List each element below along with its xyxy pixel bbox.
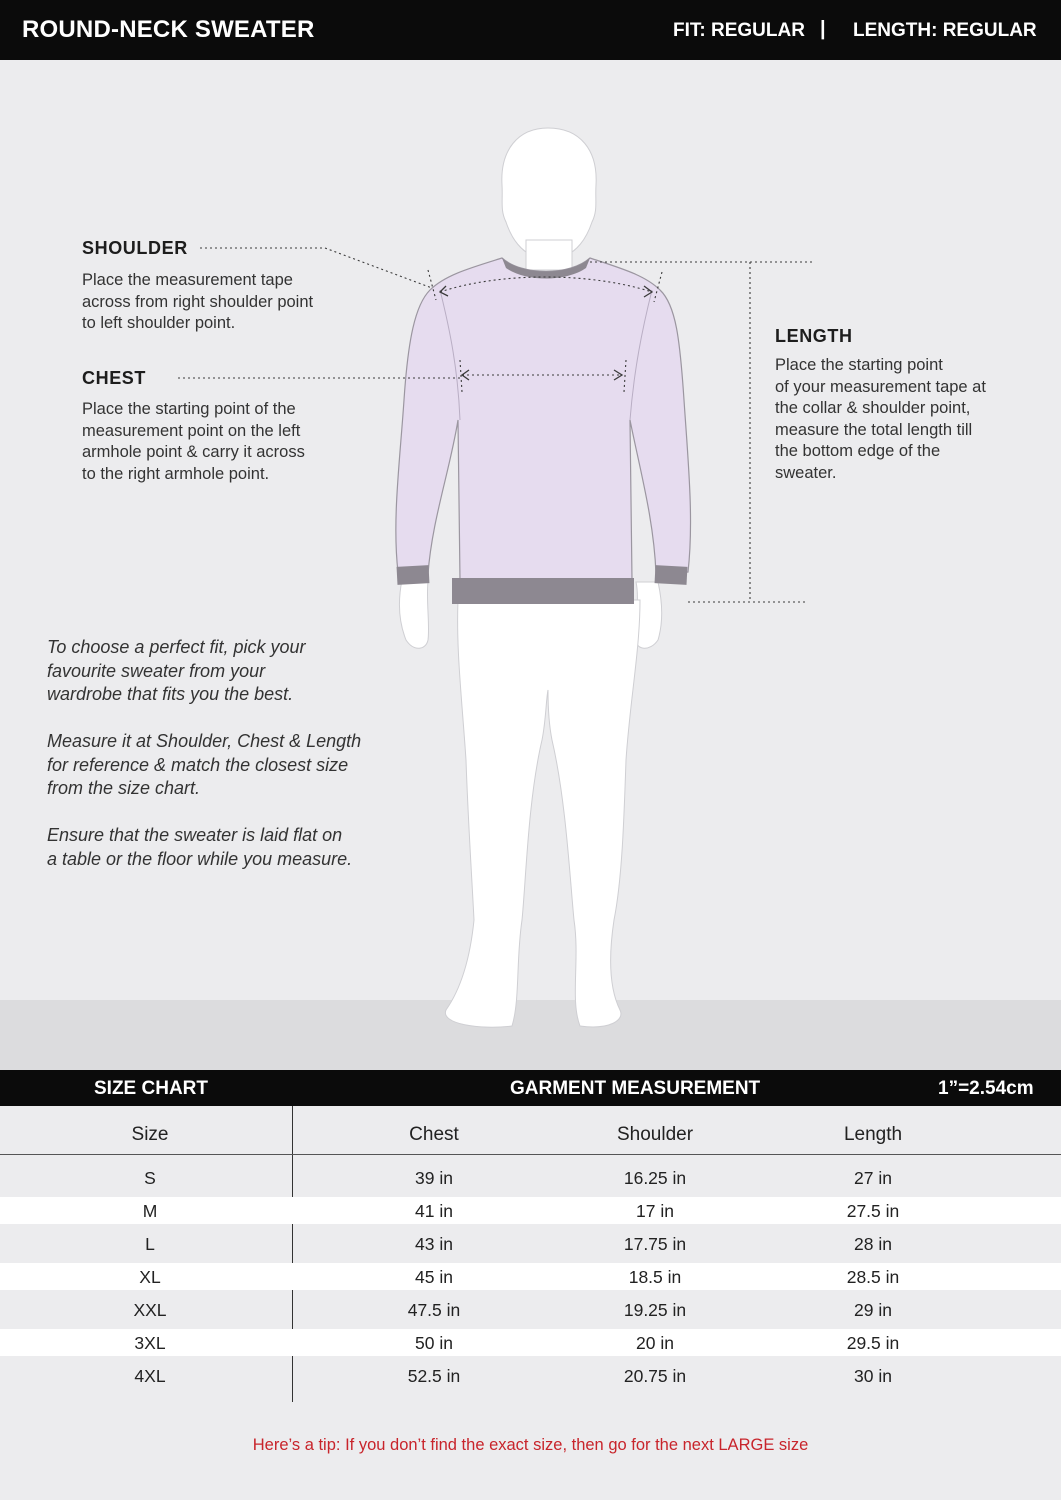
- shoulder-line: Place the measurement tape: [82, 271, 293, 289]
- shoulder-line: to left shoulder point.: [82, 314, 236, 332]
- column-header-shoulder: Shoulder: [616, 1124, 694, 1145]
- cell-chest: 45 in: [415, 1267, 453, 1287]
- size-chart-title: SIZE CHART: [94, 1078, 208, 1099]
- cell-size: L: [145, 1234, 155, 1254]
- cell-shoulder: 19.25 in: [623, 1300, 687, 1320]
- column-header-size: Size: [131, 1124, 169, 1145]
- product-title: ROUND-NECK SWEATER: [22, 16, 315, 43]
- cell-shoulder: 17 in: [636, 1201, 674, 1221]
- cell-length: 27 in: [854, 1168, 892, 1188]
- chest-heading: CHEST: [82, 368, 147, 388]
- cell-shoulder: 18.5 in: [628, 1267, 682, 1287]
- mannequin-figure: [0, 60, 1061, 1070]
- measurement-illustration: [0, 60, 1061, 1070]
- cell-shoulder: 20.75 in: [623, 1366, 687, 1386]
- length-line: of your measurement tape at: [775, 377, 986, 396]
- length-line: sweater.: [775, 463, 837, 482]
- table-row: [0, 1329, 1061, 1356]
- cell-chest: 41 in: [415, 1201, 453, 1221]
- cell-chest: 43 in: [415, 1234, 453, 1254]
- length-line: Place the starting point: [775, 356, 943, 374]
- header-bar: [0, 0, 1061, 60]
- shoulder-line: across from right shoulder point: [82, 292, 314, 311]
- table-row: [0, 1164, 1061, 1191]
- cell-chest: 50 in: [415, 1333, 453, 1353]
- size-tip: Here’s a tip: If you don’t find the exact size, then go for the next LARGE size: [252, 1436, 809, 1454]
- cell-chest: 47.5 in: [407, 1300, 461, 1320]
- cell-chest: 39 in: [415, 1168, 453, 1188]
- tip-line: Ensure that the sweater is laid flat on: [47, 825, 343, 845]
- measure-tip-paragraph: [47, 730, 361, 801]
- length-description: [775, 355, 986, 484]
- size-chart-bar: [0, 1070, 1061, 1106]
- column-header-chest: Chest: [409, 1124, 459, 1145]
- tip-line: wardrobe that fits you the best.: [47, 684, 294, 704]
- cell-size: S: [144, 1168, 156, 1188]
- table-row: [0, 1230, 1061, 1257]
- shoulder-heading: SHOULDER: [82, 238, 188, 258]
- table-row: [0, 1296, 1061, 1323]
- table-row: [0, 1263, 1061, 1290]
- tip-line: from the size chart.: [47, 778, 201, 798]
- shoulder-description: [82, 270, 313, 335]
- length-line: the collar & shoulder point,: [775, 399, 971, 417]
- flat-tip-paragraph: [47, 824, 352, 871]
- tip-line: To choose a perfect fit, pick your: [47, 637, 306, 657]
- cell-size: M: [142, 1201, 158, 1221]
- table-row: [0, 1197, 1061, 1224]
- column-header-length: Length: [843, 1124, 903, 1145]
- cell-shoulder: 16.25 in: [623, 1168, 687, 1188]
- cell-size: 3XL: [134, 1333, 166, 1353]
- cell-length: 29 in: [854, 1300, 892, 1320]
- chest-line: armhole point & carry it across: [82, 443, 305, 461]
- chest-line: Place the starting point of the: [82, 400, 296, 418]
- tip-line: favourite sweater from your: [47, 660, 266, 681]
- header-separator: |: [820, 18, 826, 40]
- table-row: [0, 1362, 1061, 1389]
- cell-size: XL: [139, 1267, 161, 1287]
- cell-size: XXL: [133, 1300, 167, 1320]
- cell-length: 28.5 in: [846, 1267, 900, 1287]
- garment-measurement-title: GARMENT MEASUREMENT: [510, 1078, 761, 1099]
- cell-length: 29.5 in: [846, 1333, 900, 1353]
- fit-tip-paragraph: [47, 636, 305, 707]
- header-divider: [0, 1154, 1061, 1155]
- cell-chest: 52.5 in: [407, 1366, 461, 1386]
- chest-line: to the right armhole point.: [82, 464, 270, 483]
- cell-size: 4XL: [134, 1366, 166, 1386]
- length-line: measure the total length till: [775, 420, 973, 439]
- cell-length: 30 in: [854, 1366, 892, 1386]
- tip-line: for reference & match the closest size: [47, 754, 349, 775]
- fit-label: FIT: REGULAR: [673, 20, 805, 41]
- size-table: [0, 1106, 1061, 1500]
- tip-line: Measure it at Shoulder, Chest & Length: [47, 731, 362, 751]
- cell-length: 27.5 in: [846, 1201, 900, 1221]
- sweater-illustration: [396, 258, 691, 604]
- tip-line: a table or the floor while you measure.: [47, 848, 353, 869]
- cell-length: 28 in: [854, 1234, 892, 1254]
- length-line: the bottom edge of the: [775, 442, 941, 460]
- cell-shoulder: 17.75 in: [623, 1234, 687, 1254]
- unit-conversion-label: 1”=2.54cm: [938, 1078, 1034, 1099]
- length-label: LENGTH: REGULAR: [853, 20, 1037, 41]
- chest-description: [82, 399, 305, 485]
- chest-line: measurement point on the left: [82, 421, 301, 440]
- cell-shoulder: 20 in: [636, 1333, 674, 1353]
- length-heading: LENGTH: [775, 326, 853, 346]
